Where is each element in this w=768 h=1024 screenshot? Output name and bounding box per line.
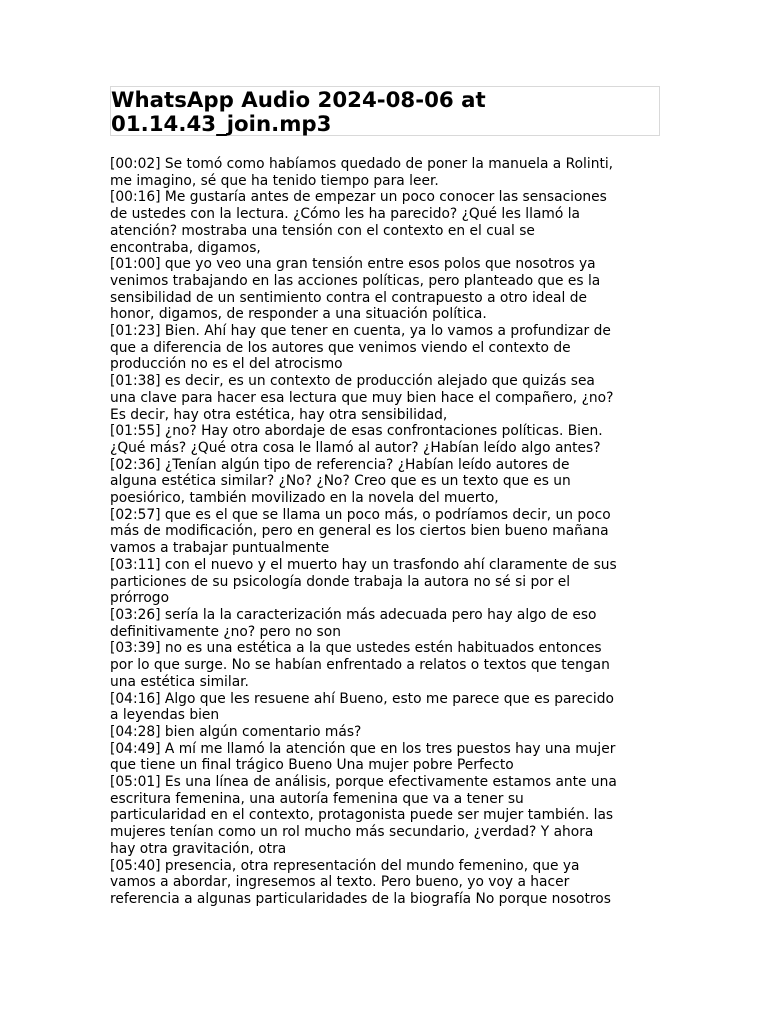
transcript-line: una clave para hacer esa lectura que muy bien hace el compañero, ¿no? [110, 389, 614, 406]
transcript-line: [02:57] que es el que se llama un poco más, o podríamos decir, un poco [110, 506, 611, 523]
transcript-line: particularidad en el contexto, protagonista puede ser mujer también. las [110, 807, 614, 824]
transcript-line: por lo que surge. No se habían enfrentado a relatos o textos que tengan [110, 657, 610, 674]
transcript-line: Es decir, hay otra estética, hay otra sensibilidad, [110, 406, 448, 423]
transcript-line: sensibilidad de un sentimiento contra el contrapuesto a otro ideal de [110, 289, 587, 306]
transcript-line: me imagino, sé que ha tenido tiempo para leer. [110, 172, 439, 189]
transcript-line: ¿Qué más? ¿Qué otra cosa le llamó al autor? ¿Habían leído algo antes? [110, 439, 601, 456]
transcript-line: a leyendas bien [110, 707, 220, 724]
transcript-line: particiones de su psicología donde trabaja la autora no sé si por el [110, 573, 571, 590]
document-title: WhatsApp Audio 2024-08-06 at 01.14.43_join.mp3 [111, 88, 486, 137]
transcript-line: hay otra gravitación, otra [110, 840, 287, 857]
transcript-line: alguna estética similar? ¿No? ¿No? Creo que es un texto que es un [110, 473, 571, 490]
transcript-line: que tiene un final trágico Bueno Una mujer pobre Perfecto [110, 757, 514, 774]
transcript-line: [05:40] presencia, otra representación del mundo femenino, que ya [110, 857, 580, 874]
transcript-line: [01:38] es decir, es un contexto de producción alejado que quizás sea [110, 373, 595, 390]
transcript-line: [03:11] con el nuevo y el muerto hay un trasfondo ahí claramente de sus [110, 556, 617, 573]
transcript-line: poesiórico, también movilizado en la novela del muerto, [110, 490, 499, 507]
transcript-line: prórrogo [110, 590, 170, 607]
document-page [110, 86, 660, 908]
transcript-line: encontraba, digamos, [110, 239, 261, 256]
transcript-line: [00:16] Me gustaría antes de empezar un poco conocer las sensaciones [110, 189, 607, 206]
transcript-line: más de modificación, pero en general es los ciertos bien bueno mañana [110, 523, 609, 540]
transcript-line: honor, digamos, de responder a una situación política. [110, 306, 487, 323]
transcript-line: [04:28] bien algún comentario más? [110, 723, 362, 740]
transcript-line: [03:39] no es una estética a la que ustedes estén habituados entonces [110, 640, 602, 657]
transcript-line: [04:49] A mí me llamó la atención que en los tres puestos hay una mujer [110, 740, 616, 757]
transcript-line: producción no es el del atrocismo [110, 356, 343, 373]
transcript-line: [03:26] sería la la caracterización más adecuada pero hay algo de eso [110, 606, 597, 623]
transcript-line: [01:55] ¿no? Hay otro abordaje de esas confrontaciones políticas. Bien. [110, 423, 603, 440]
transcript-line: vamos a abordar, ingresemos al texto. Pero bueno, yo voy a hacer [110, 874, 570, 891]
transcript-line: [02:36] ¿Tenían algún tipo de referencia? ¿Habían leído autores de [110, 456, 570, 473]
transcript-line: [01:23] Bien. Ahí hay que tener en cuenta, ya lo vamos a profundizar de [110, 323, 611, 340]
transcript-line: [01:00] que yo veo una gran tensión entre esos polos que nosotros ya [110, 256, 596, 273]
transcript-line: que a diferencia de los autores que venimos viendo el contexto de [110, 339, 571, 356]
transcript-line: de ustedes con la lectura. ¿Cómo les ha parecido? ¿Qué les llamó la [110, 206, 580, 223]
title-box [110, 86, 660, 136]
transcript-line: [05:01] Es una línea de análisis, porque efectivamente estamos ante una [110, 774, 617, 791]
transcript-line: vamos a trabajar puntualmente [110, 540, 330, 557]
transcript-body [110, 156, 660, 908]
transcript-line: venimos trabajando en las acciones políticas, pero planteado que es la [110, 272, 601, 289]
transcript-line: [04:16] Algo que les resuene ahí Bueno, esto me parece que es parecido [110, 690, 614, 707]
transcript-line: referencia a algunas particularidades de la biografía No porque nosotros [110, 890, 611, 907]
transcript-line: mujeres tenían como un rol mucho más secundario, ¿verdad? Y ahora [110, 824, 594, 841]
transcript-line: definitivamente ¿no? pero no son [110, 623, 341, 640]
transcript-line: escritura femenina, una autoría femenina que va a tener su [110, 790, 524, 807]
transcript-line: una estética similar. [110, 673, 249, 690]
transcript-line: [00:02] Se tomó como habíamos quedado de poner la manuela a Rolinti, [110, 156, 614, 172]
transcript-line: atención? mostraba una tensión con el contexto en el cual se [110, 222, 535, 239]
